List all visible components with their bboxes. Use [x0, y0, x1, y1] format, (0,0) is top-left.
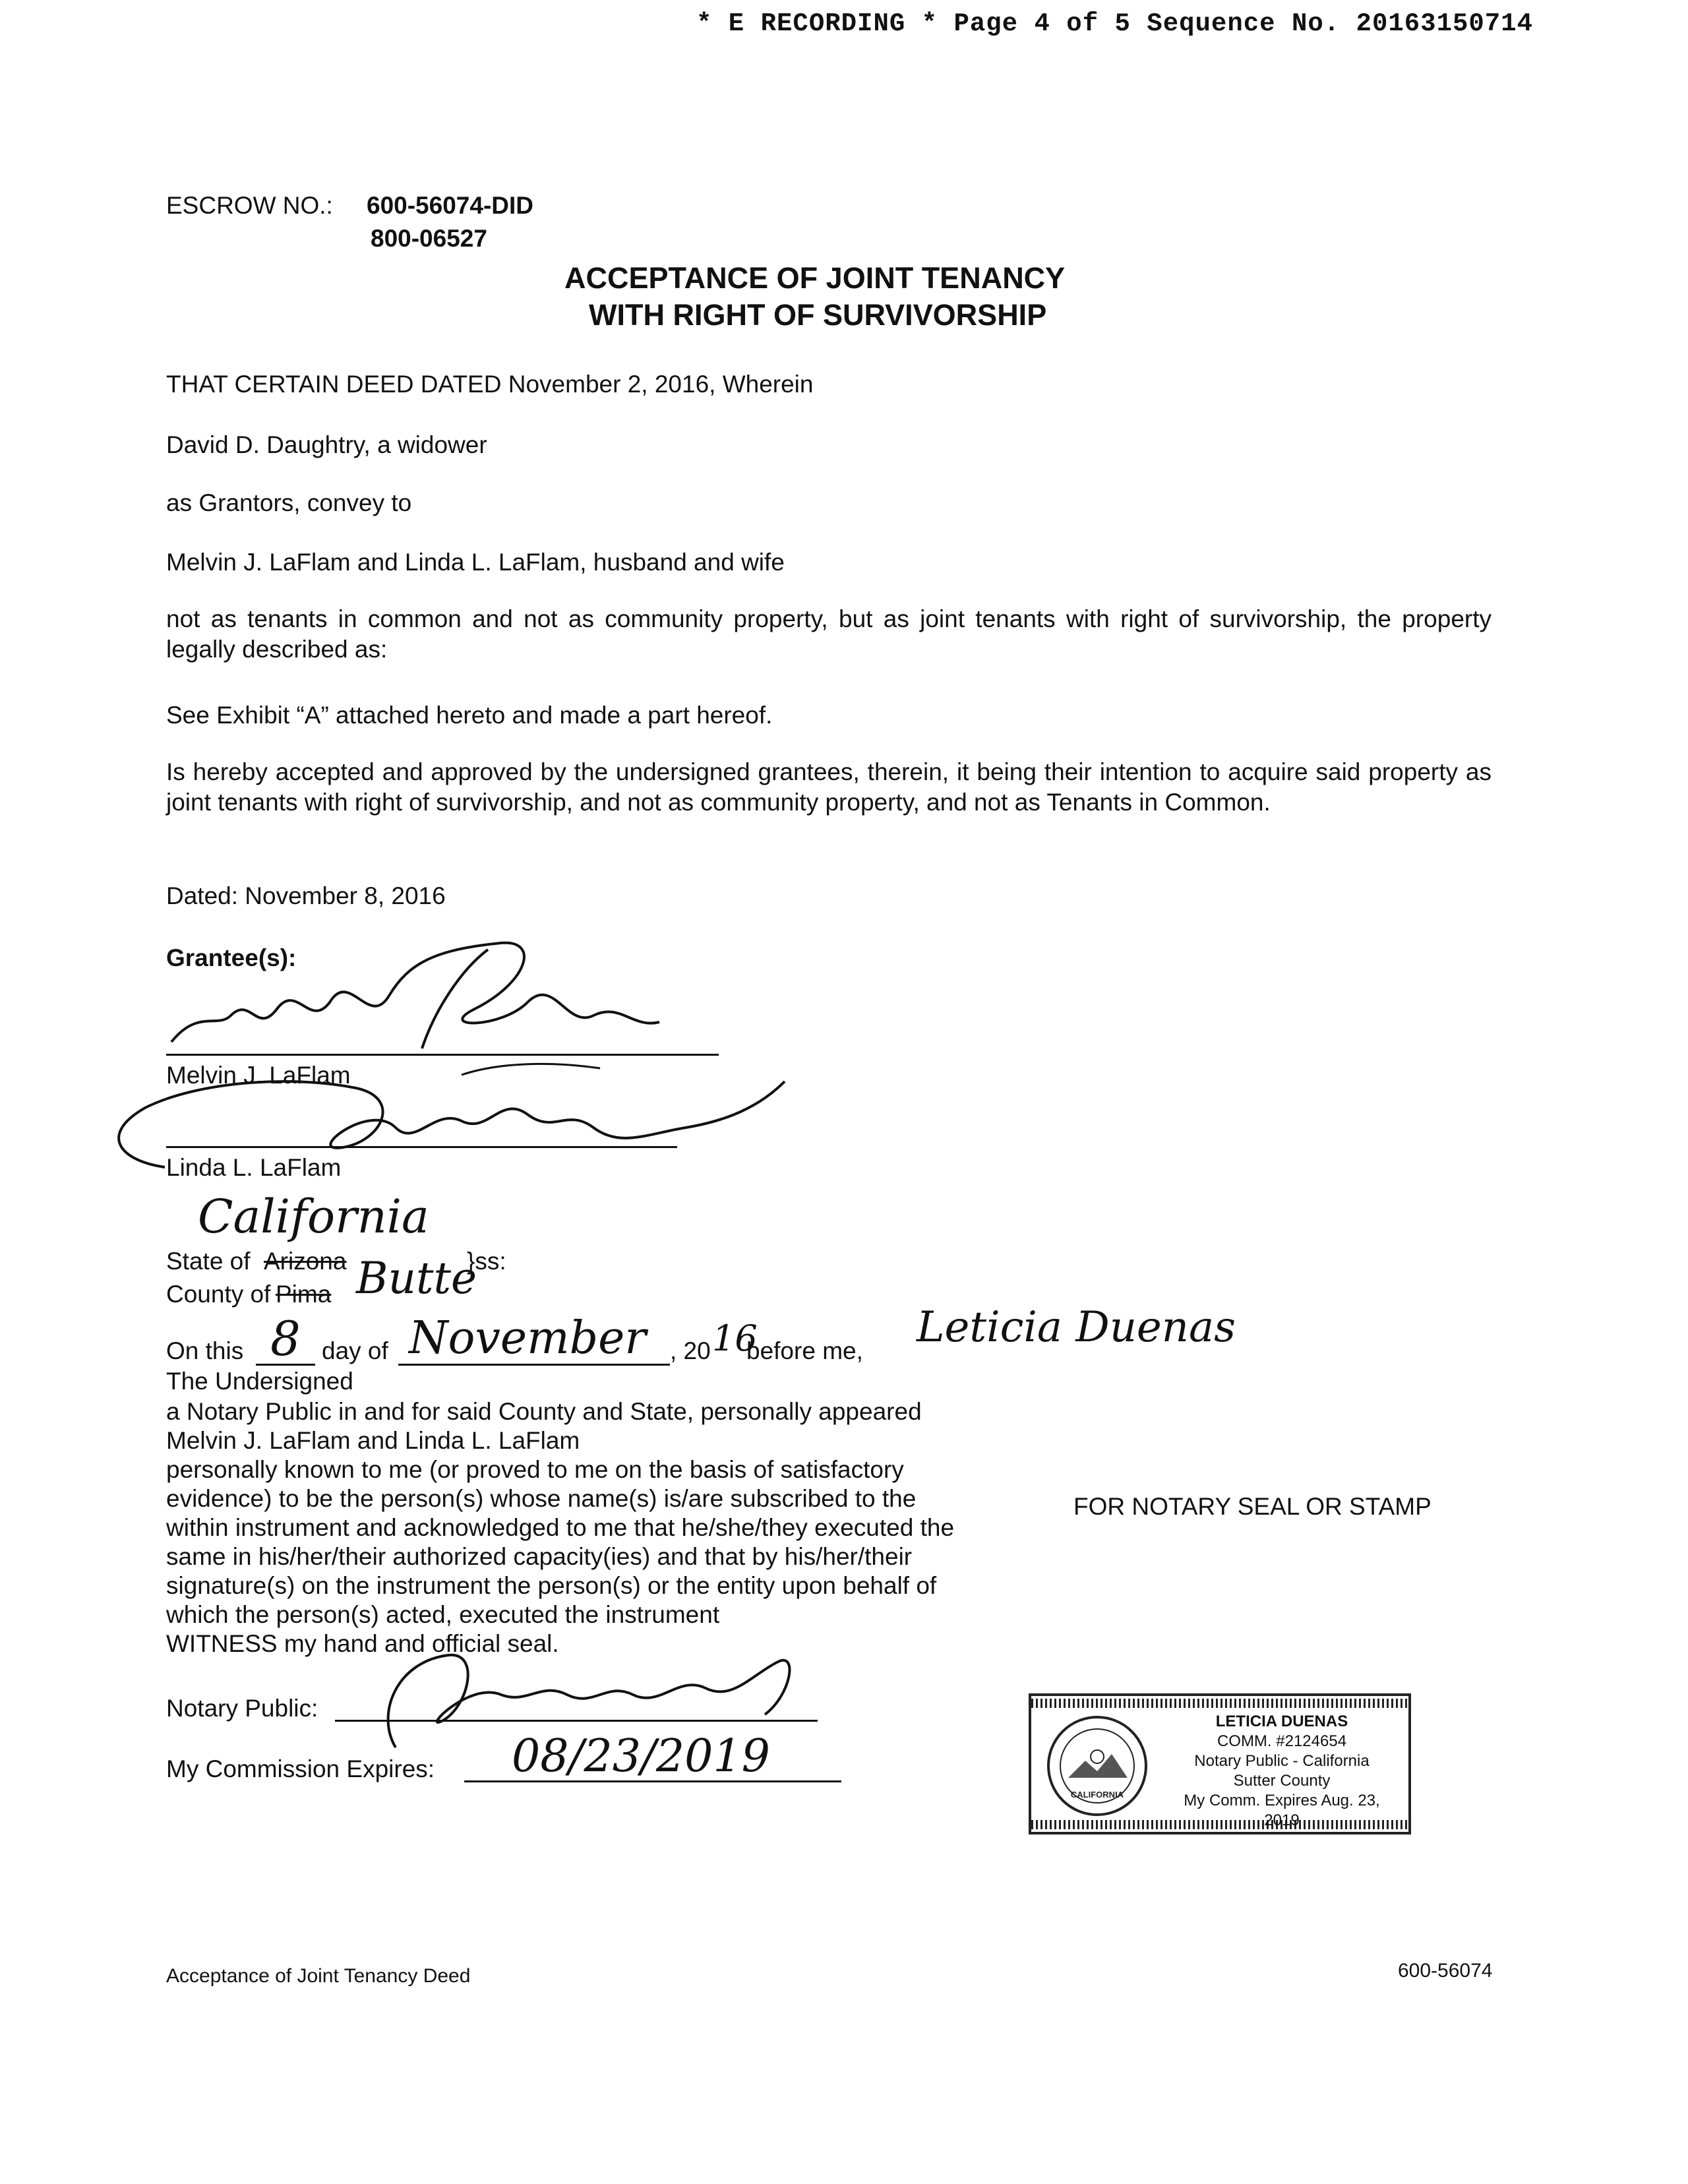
- handwritten-commission-date: 08/23/2019: [512, 1730, 770, 1782]
- state-seal-emblem: [1046, 1714, 1149, 1817]
- deed-date-line: THAT CERTAIN DEED DATED November 2, 2016, Wherein: [166, 371, 814, 398]
- handwritten-notary-name: Leticia Duenas: [917, 1303, 1236, 1352]
- exhibit-line: See Exhibit “A” attached hereto and made a part hereof.: [166, 702, 773, 729]
- undersigned-line: The Undersigned: [166, 1368, 353, 1395]
- notary-body-line-3: personally known to me (or proved to me on the basis of satisfactory: [166, 1456, 904, 1483]
- notary-stamp: [1029, 1693, 1411, 1835]
- commission-label: My Commission Expires:: [166, 1755, 435, 1782]
- stamp-notary-name: LETICIA DUENAS: [1215, 1713, 1348, 1730]
- signer-name-melvin: Melvin J. LaFlam: [166, 1062, 351, 1089]
- handwritten-state: California: [198, 1190, 429, 1244]
- before-me-label: before me,: [746, 1337, 863, 1364]
- handwritten-day: 8: [270, 1311, 301, 1366]
- notary-body-line-8: which the person(s) acted, executed the instrument: [166, 1601, 720, 1628]
- dated-line: Dated: November 8, 2016: [166, 882, 446, 909]
- notary-body-line-9: WITNESS my hand and official seal.: [166, 1630, 559, 1657]
- state-struck: Arizona: [264, 1248, 347, 1275]
- handwritten-year: 16: [712, 1318, 758, 1359]
- notary-body-line-7: signature(s) on the instrument the person(s) or the entity upon behalf of: [166, 1572, 937, 1599]
- signature-melvin: [158, 930, 752, 1062]
- document-title-line1: ACCEPTANCE OF JOINT TENANCY: [564, 261, 1066, 295]
- notary-body-line-2: Melvin J. LaFlam and Linda L. LaFlam: [166, 1427, 580, 1454]
- document-title-line2: WITH RIGHT OF SURVIVORSHIP: [589, 298, 1047, 332]
- stamp-expiration: My Comm. Expires Aug. 23, 2019: [1184, 1792, 1380, 1829]
- stamp-notary-title: Notary Public - California: [1194, 1752, 1370, 1770]
- notary-public-label: Notary Public:: [166, 1695, 318, 1722]
- county-struck: Pima: [276, 1281, 332, 1308]
- footer-escrow-number: 600-56074: [1398, 1960, 1493, 1982]
- recording-header: * E RECORDING * Page 4 of 5 Sequence No. 20163150714: [696, 9, 1533, 38]
- stamp-commission-number: COMM. #2124654: [1217, 1732, 1347, 1750]
- notary-body-line-4: evidence) to be the person(s) whose name(s) is/are subscribed to the: [166, 1485, 917, 1512]
- year-prefix: , 20: [670, 1337, 711, 1364]
- grantees-label: Grantee(s):: [166, 944, 297, 971]
- state-label: State of: [166, 1248, 251, 1275]
- grantor-line: David D. Daughtry, a widower: [166, 431, 487, 458]
- footer-document-name: Acceptance of Joint Tenancy Deed: [166, 1965, 471, 1987]
- seal-area-label: FOR NOTARY SEAL OR STAMP: [1073, 1493, 1432, 1520]
- escrow-number-secondary: 800-06527: [371, 225, 487, 252]
- acceptance-paragraph: Is hereby accepted and approved by the undersigned grantees, therein, it being their intention to acquire said property as joint tenants with right of survivorship, and not as community property, and not as Tenants in Common.: [166, 758, 1492, 816]
- escrow-number-primary: 600-56074-DID: [367, 192, 533, 219]
- notary-body-line-1: a Notary Public in and for said County and State, personally appeared: [166, 1398, 922, 1425]
- convey-line: as Grantors, convey to: [166, 489, 412, 516]
- notary-body-line-5: within instrument and acknowledged to me that he/she/they executed the: [166, 1514, 955, 1541]
- escrow-label: ESCROW NO.:: [166, 192, 333, 219]
- handwritten-county: Butte: [356, 1253, 477, 1304]
- grantees-line: Melvin J. LaFlam and Linda L. LaFlam, husband and wife: [166, 549, 785, 576]
- tenancy-paragraph: not as tenants in common and not as community property, but as joint tenants with right of survivorship, the property legally described as:: [166, 605, 1492, 663]
- stamp-border-top: [1031, 1699, 1408, 1708]
- notary-body-line-6: same in his/her/their authorized capacity(ies) and that by his/her/their: [166, 1543, 913, 1570]
- ss-marker: }ss:: [467, 1248, 506, 1275]
- signer-name-linda: Linda L. LaFlam: [166, 1154, 342, 1181]
- on-this-label: On this: [166, 1337, 244, 1364]
- emblem-label: CALIFORNIA: [1070, 1790, 1124, 1800]
- handwritten-month: November: [409, 1312, 646, 1364]
- stamp-county: Sutter County: [1233, 1772, 1331, 1790]
- county-label: County of: [166, 1281, 271, 1308]
- day-of-label: day of: [322, 1337, 388, 1364]
